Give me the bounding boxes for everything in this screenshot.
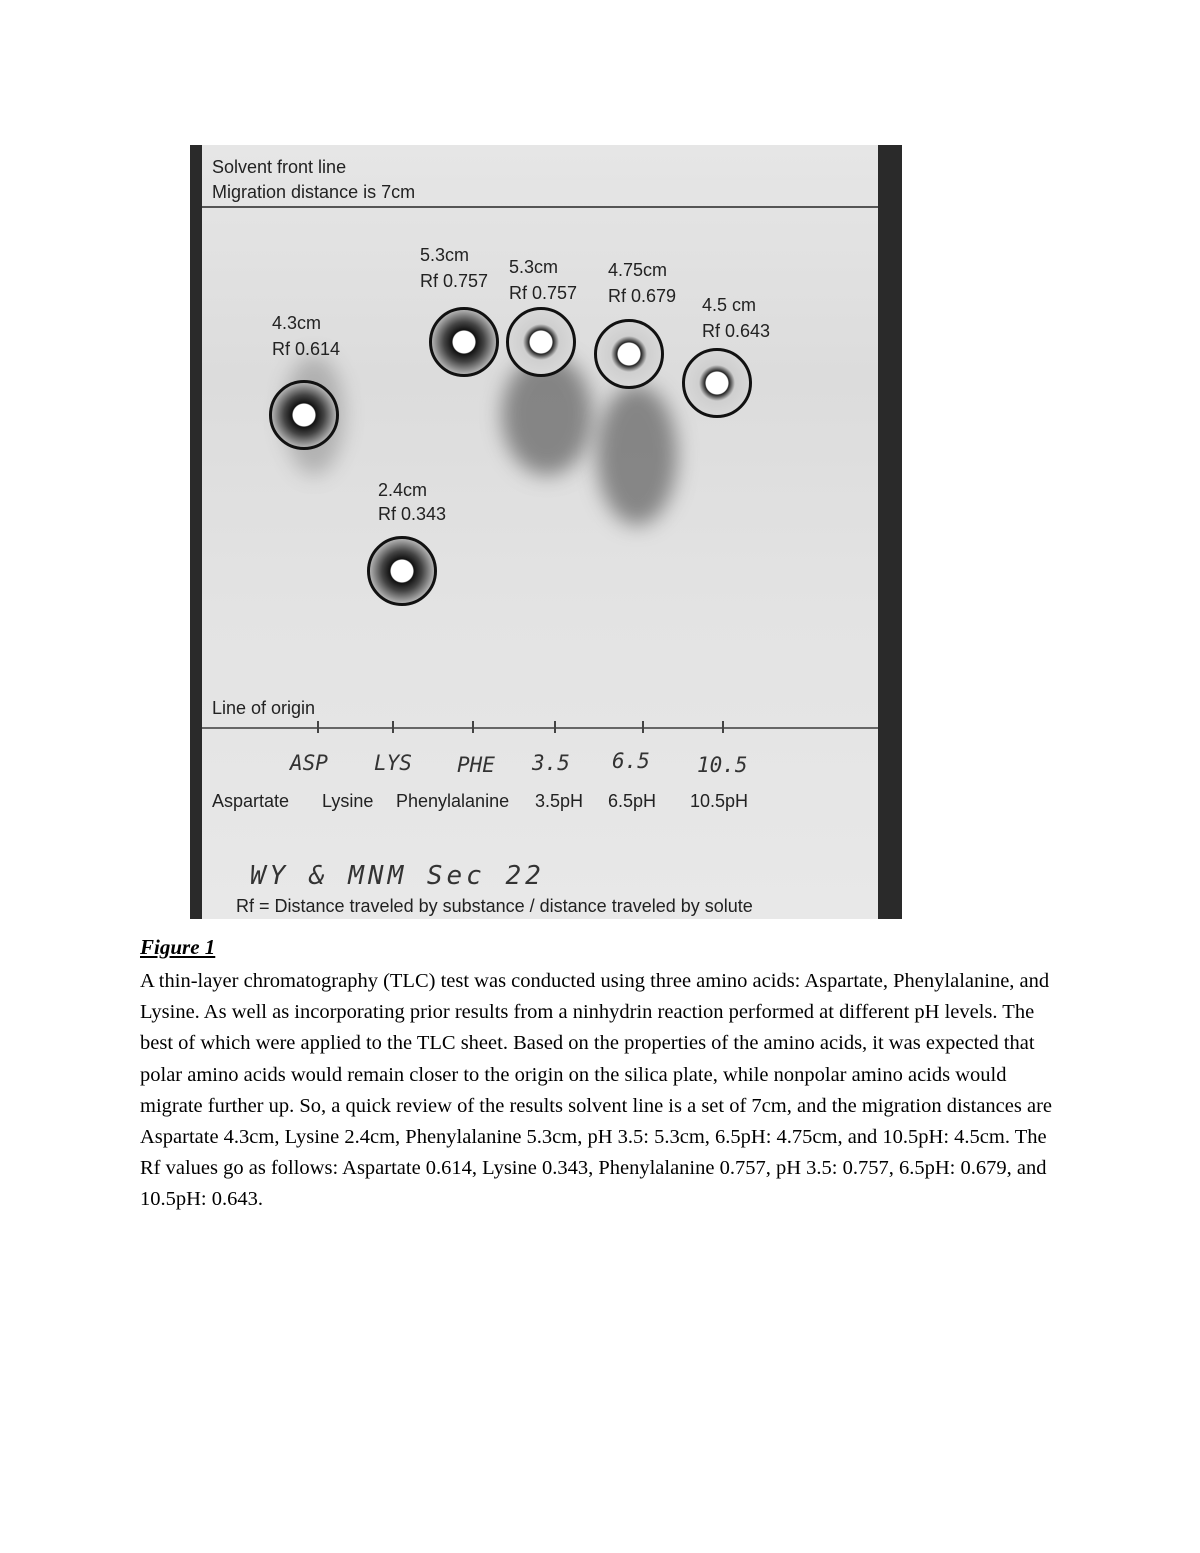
lane-label-35ph: 3.5pH	[535, 791, 584, 811]
lane-handwritten-65: 6.5	[612, 749, 650, 773]
origin-tick	[317, 721, 319, 733]
spot-phe-rf: Rf 0.757	[420, 271, 489, 291]
origin-line	[202, 727, 878, 729]
figure-caption-body: A thin-layer chromatography (TLC) test was conducted using three amino acids: Aspartate, Phenylalanine, and Lysine. As well as incorporating prior results from a ninhydrin reaction performed at different pH levels. The best of which were applied to the TLC sheet. Based on the properties of the amino acids, it was expected that polar amino acids would remain closer to the origin on the silica plate, while nonpolar amino acids would migrate further up. So, a quick review of the results solvent line is a set of 7cm, and the migration distances are Aspartate 4.3cm, Lysine 2.4cm, Phenylalanine 5.3cm, pH 3.5: 5.3cm, 6.5pH: 4.75cm, and 10.5pH: 4.5cm. The Rf values go as follows: Aspartate 0.614, Lysine 0.343, Phenylalanine 0.757, pH 3.5: 0.757, 6.5pH: 0.679, and 10.5pH: 0.643.	[140, 970, 1052, 1211]
lane-handwritten-lys: LYS	[374, 751, 412, 775]
lane-label-105ph: 10.5pH	[690, 791, 749, 811]
tlc-plate	[202, 145, 878, 919]
spot-ph105-rf: Rf 0.643	[702, 321, 771, 341]
lane-smear	[597, 385, 677, 525]
rf-formula-label: Rf = Distance traveled by substance / distance traveled by solute	[236, 896, 753, 916]
spot-lys-rf: Rf 0.343	[378, 504, 447, 524]
spot-lys-distance: 2.4cm	[378, 480, 428, 500]
lane-handwritten-phe: PHE	[457, 753, 495, 777]
spot-ph65	[594, 319, 664, 389]
origin-tick	[472, 721, 474, 733]
figure-caption-title: Figure 1	[140, 935, 216, 959]
origin-label: Line of origin	[212, 698, 316, 718]
lane-handwritten-35: 3.5	[532, 751, 570, 775]
spot-ph65-rf: Rf 0.679	[608, 286, 677, 306]
solvent-front-label: Solvent front line	[212, 157, 347, 177]
tlc-plate-photo	[190, 145, 902, 919]
spot-phe-distance: 5.3cm	[420, 245, 470, 265]
spot-asp-distance: 4.3cm	[272, 313, 322, 333]
lane-label-aspartate: Aspartate	[212, 791, 290, 811]
solvent-front-line	[202, 206, 878, 208]
lane-label-phenylalanine: Phenylalanine	[396, 791, 510, 811]
spot-asp-rf: Rf 0.614	[272, 339, 341, 359]
spot-ph65-distance: 4.75cm	[608, 260, 668, 280]
origin-tick	[554, 721, 556, 733]
lane-label-65ph: 6.5pH	[608, 791, 657, 811]
origin-tick	[722, 721, 724, 733]
spot-ph35-rf: Rf 0.757	[509, 283, 578, 303]
migration-distance-label: Migration distance is 7cm	[212, 182, 416, 202]
handwritten-names: WY & MNM Sec 22	[250, 861, 545, 891]
origin-tick	[642, 721, 644, 733]
spot-ph35-distance: 5.3cm	[509, 257, 559, 277]
lane-label-lysine: Lysine	[322, 791, 374, 811]
origin-tick	[392, 721, 394, 733]
spot-ph105-distance: 4.5 cm	[702, 295, 757, 315]
spot-ph35	[506, 307, 576, 377]
spot-aspartate	[269, 380, 339, 450]
lane-handwritten-asp: ASP	[290, 751, 328, 775]
spot-ph105	[682, 348, 752, 418]
lane-handwritten-105: 10.5	[697, 753, 748, 777]
spot-lysine	[367, 536, 437, 606]
spot-phenylalanine	[429, 307, 499, 377]
